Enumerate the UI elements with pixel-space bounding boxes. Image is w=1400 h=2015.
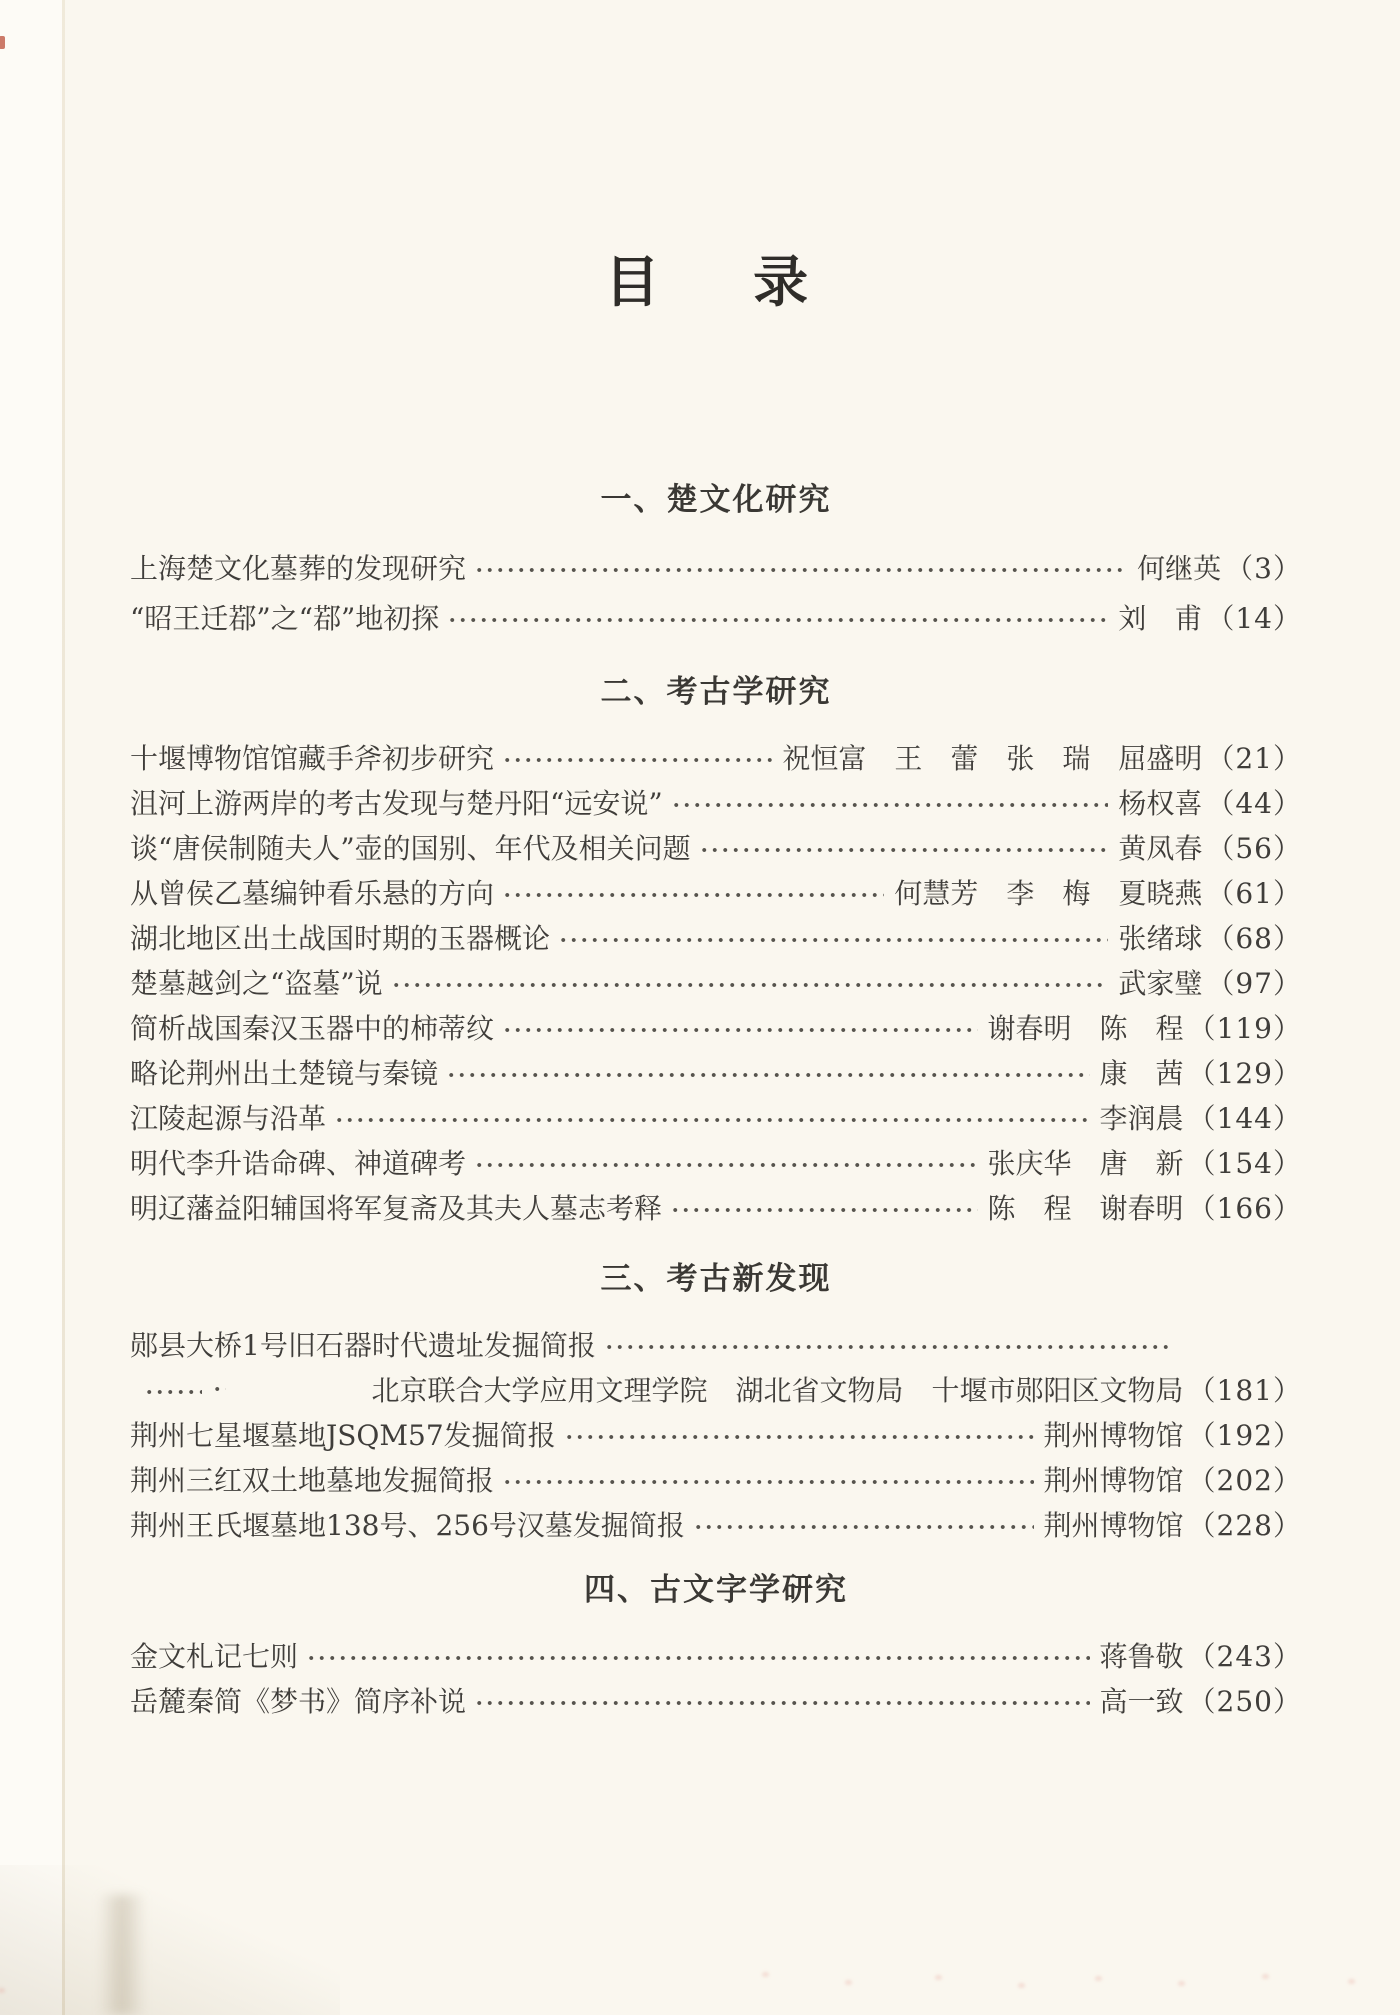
toc-entry <box>130 592 1302 642</box>
entry-title: 明代李升诰命碑、神道碑考 <box>130 1146 467 1180</box>
entry-title: 金文札记七则 <box>130 1639 299 1673</box>
dot-leader <box>474 1698 1090 1708</box>
entry-title: 明辽藩益阳辅国将军复斋及其夫人墓志考释 <box>130 1191 663 1225</box>
entry-title: 荆州七星堰墓地JSQM57发掘简报 <box>130 1418 556 1452</box>
entry-authors: 张绪球 <box>1118 921 1203 955</box>
entry-title: 荆州三红双土地墓地发掘简报 <box>130 1463 495 1497</box>
page-edge-line <box>62 0 65 2015</box>
dot-leader <box>699 845 1109 855</box>
dot-leader <box>558 935 1108 945</box>
toc-entry <box>130 1411 1302 1456</box>
dot-leader <box>693 1522 1034 1532</box>
scan-artifact <box>762 1972 769 1977</box>
section-2-entries <box>130 734 1302 1229</box>
entry-authors: 何继英 <box>1137 552 1222 585</box>
entry-page-number: （68） <box>1206 921 1302 955</box>
toc-content <box>130 249 1302 1722</box>
entry-authors: 荆州博物馆 <box>1043 1508 1184 1542</box>
entry-title: 略论荆州出土楚镜与秦镜 <box>130 1056 439 1090</box>
dot-leader <box>306 1653 1090 1663</box>
entry-page-number: （119） <box>1187 1011 1302 1045</box>
entry-page-number: （181） <box>1187 1373 1302 1407</box>
entry-page-number: （166） <box>1187 1191 1302 1225</box>
dot-leader <box>502 1025 978 1035</box>
entry-title: 沮河上游两岸的考古发现与楚丹阳“远安说” <box>130 786 663 820</box>
entry-title: 从曾侯乙墓编钟看乐悬的方向 <box>130 876 495 910</box>
section-3-entries <box>130 1321 1302 1546</box>
entry-page-number: （144） <box>1187 1101 1302 1135</box>
section-1-entries <box>130 542 1302 642</box>
entry-authors: 高一致 <box>1099 1684 1184 1718</box>
toc-entry <box>130 1456 1302 1501</box>
entry-title: 上海楚文化墓葬的发现研究 <box>130 552 467 585</box>
entry-authors: 陈 程 谢春明 <box>987 1191 1184 1225</box>
entry-page-number: （61） <box>1206 876 1302 910</box>
entry-title: 郧县大桥1号旧石器时代遗址发掘简报 <box>130 1328 596 1362</box>
entry-title: 简析战国秦汉玉器中的柿蒂纹 <box>130 1011 495 1045</box>
toc-entry <box>130 734 1302 779</box>
entry-page-number: （3） <box>1225 552 1302 585</box>
binding-corner-shadow <box>0 1865 340 2015</box>
dot-leader <box>564 1432 1034 1442</box>
dot-leader <box>671 800 1109 810</box>
scan-artifact <box>1262 1974 1269 1979</box>
entry-authors: 黄凤春 <box>1118 831 1203 865</box>
page-left-margin-strip <box>0 0 62 2015</box>
dot-leader <box>391 980 1109 990</box>
entry-page-number: （97） <box>1206 966 1302 1000</box>
entry-page-number: （56） <box>1206 831 1302 865</box>
entry-title: “昭王迁鄀”之“鄀”地初探 <box>130 602 440 635</box>
scan-artifact <box>845 1980 852 1985</box>
dot-leader <box>604 1342 1172 1352</box>
entry-authors: 北京联合大学应用文理学院 湖北省文物局 十堰市郧阳区文物局 <box>371 1373 1184 1407</box>
entry-page-number: （21） <box>1206 741 1302 775</box>
entry-title: 楚墓越剑之“盗墓”说 <box>130 966 383 1000</box>
toc-entry <box>130 1094 1302 1139</box>
section-4-entries <box>130 1632 1302 1722</box>
toc-entry <box>130 1184 1302 1229</box>
section-heading-4: 四、古文字学研究 <box>584 1572 848 1608</box>
scan-artifact <box>1018 1983 1025 1988</box>
dot-leader <box>502 890 884 900</box>
scan-artifact <box>935 1975 942 1980</box>
entry-title: 谈“唐侯制随夫人”壶的国别、年代及相关问题 <box>130 831 691 865</box>
section-heading-2: 二、考古学研究 <box>600 674 832 710</box>
toc-entry <box>130 914 1302 959</box>
entry-authors: 蒋鲁敬 <box>1099 1639 1184 1673</box>
toc-entry <box>130 869 1302 914</box>
entry-page-number: （202） <box>1187 1463 1302 1497</box>
entry-authors: 谢春明 陈 程 <box>987 1011 1184 1045</box>
entry-page-number: （228） <box>1187 1508 1302 1542</box>
dot-leader <box>502 755 772 765</box>
scan-artifact <box>0 36 5 49</box>
entry-authors: 武家璧 <box>1118 966 1203 1000</box>
entry-page-number: （192） <box>1187 1418 1302 1452</box>
entry-page-number: （14） <box>1206 602 1302 635</box>
page-title: 目 录 <box>604 249 828 314</box>
scan-artifact <box>1095 1976 1102 1981</box>
toc-entry <box>130 1632 1302 1677</box>
scan-artifact <box>1348 1979 1355 1984</box>
toc-entry <box>130 1049 1302 1094</box>
toc-entry-continuation <box>130 1366 1302 1411</box>
dot-leader <box>670 1205 978 1215</box>
toc-entry <box>130 1004 1302 1049</box>
entry-authors: 李润晨 <box>1099 1101 1184 1135</box>
entry-title: 湖北地区出土战国时期的玉器概论 <box>130 921 551 955</box>
toc-entry <box>130 824 1302 869</box>
dot-leader <box>474 565 1127 575</box>
dot-leader <box>334 1115 1090 1125</box>
entry-authors: 祝恒富 王 蕾 张 瑞 屈盛明 <box>782 741 1203 775</box>
toc-entry <box>130 1139 1302 1184</box>
entry-authors: 何慧芳 李 梅 夏晓燕 <box>894 876 1203 910</box>
entry-page-number: （250） <box>1187 1684 1302 1718</box>
entry-title: 十堰博物馆馆藏手斧初步研究 <box>130 741 495 775</box>
entry-title: 荆州王氏堰墓地138号、256号汉墓发掘简报 <box>130 1508 685 1542</box>
dot-leader <box>144 1387 202 1397</box>
toc-entry <box>130 1677 1302 1722</box>
entry-authors: 康 茜 <box>1099 1056 1184 1090</box>
entry-authors: 荆州博物馆 <box>1043 1418 1184 1452</box>
entry-page-number: （44） <box>1206 786 1302 820</box>
entry-authors: 刘 甫 <box>1118 602 1203 635</box>
entry-authors: 张庆华 唐 新 <box>987 1146 1184 1180</box>
entry-page-number: （129） <box>1187 1056 1302 1090</box>
dot-leader <box>502 1477 1034 1487</box>
toc-entry <box>130 1321 1302 1366</box>
dot-leader <box>447 615 1108 625</box>
entry-title: 江陵起源与沿革 <box>130 1101 327 1135</box>
toc-entry <box>130 1501 1302 1546</box>
scan-artifact <box>1178 1981 1185 1986</box>
dot-leader <box>474 1160 978 1170</box>
entry-authors: 杨权喜 <box>1118 786 1203 820</box>
section-heading-1: 一、楚文化研究 <box>600 482 832 518</box>
section-heading-3: 三、考古新发现 <box>600 1261 832 1297</box>
entry-title: 岳麓秦简《梦书》简序补说 <box>130 1684 467 1718</box>
toc-entry <box>130 779 1302 824</box>
dot-leader <box>446 1070 1090 1080</box>
entry-authors: 荆州博物馆 <box>1043 1463 1184 1497</box>
toc-entry <box>130 542 1302 592</box>
entry-page-number: （154） <box>1187 1146 1302 1180</box>
toc-entry <box>130 959 1302 1004</box>
entry-page-number: （243） <box>1187 1639 1302 1673</box>
dot-leader <box>212 1384 226 1394</box>
binding-shadow <box>98 1895 146 2015</box>
